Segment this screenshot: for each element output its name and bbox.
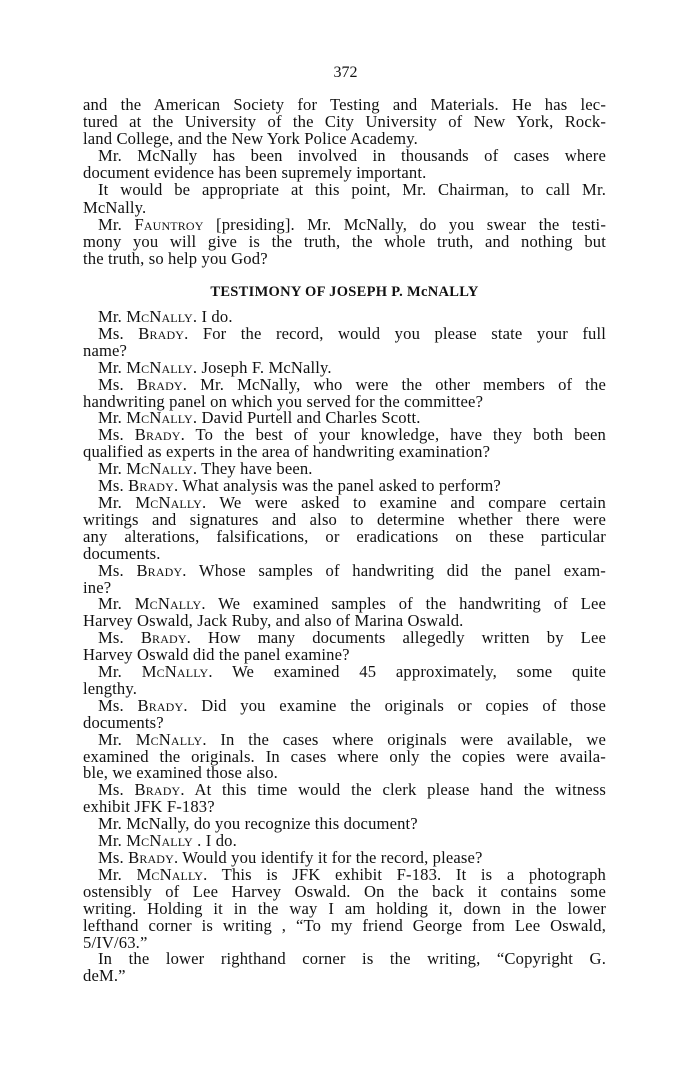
speaker-paragraph (83, 782, 606, 816)
speaker-name: Brady (134, 425, 181, 445)
speaker-name: McNally (135, 729, 203, 749)
text-line: mony you will give is the truth, the whole truth, and nothing but (83, 231, 606, 251)
line-text: . Joseph F. McNally. (192, 357, 332, 377)
paragraph (83, 96, 606, 147)
speaker-title: Ms. (98, 560, 137, 580)
speaker-title: Mr. (98, 357, 127, 377)
text-line: tured at the University of the City University of New York, Rock- (83, 112, 606, 132)
text-line (83, 374, 607, 394)
speaker-name: Brady (136, 374, 183, 394)
speaker-name: Brady (138, 323, 185, 343)
speaker-paragraph (83, 864, 606, 952)
speaker-name: McNally (126, 357, 193, 377)
line-text: . Would you identify it for the record, please? (173, 848, 483, 867)
speaker-title: Ms. (98, 323, 139, 343)
speaker-name: McNally (136, 864, 204, 884)
speaker-title: Mr. (98, 864, 137, 884)
line-text: . We were asked to examine and compare certain (201, 492, 606, 512)
line-text: . Mr. McNally, who were the other members of the (182, 374, 607, 394)
speaker-name: McNally (126, 459, 193, 479)
line-text: . We examined 45 approximately, some quite (208, 662, 606, 682)
text-line: Mr. McNally, do you recognize this document? (98, 814, 418, 834)
text-line: examined the originals. In cases where only the copies were availa- (83, 746, 606, 766)
speaker-title: Ms. (98, 695, 138, 715)
text-line (83, 216, 606, 233)
text-line: qualified as experts in the area of handwriting examination? (83, 442, 491, 462)
line-text: . This is JFK exhibit F-183. It is a photograph (203, 864, 606, 884)
speaker-name: Brady (128, 476, 174, 496)
line-text: . At this time would the clerk please hand the witness (180, 780, 607, 800)
text-line: handwriting panel on which you served for the committee? (83, 391, 484, 411)
speaker-name: Brady (128, 848, 174, 867)
text-line: deM.” (83, 966, 126, 986)
intro-text (83, 96, 606, 267)
testimony-text (83, 309, 606, 985)
line-text: . David Purtell and Charles Scott. (192, 408, 421, 428)
speaker-name: Brady (137, 695, 184, 715)
speaker-title: Mr. (98, 831, 127, 851)
line-text: . We examined samples of the handwriting of Lee (201, 594, 606, 614)
text-line (83, 664, 606, 681)
line-text: . For the record, would you please state your full (184, 323, 606, 343)
speaker-name: Brady (134, 780, 181, 800)
paragraph (83, 147, 606, 181)
speaker-paragraph (83, 427, 606, 461)
speaker-title: Mr. (98, 408, 127, 428)
speaker-name: McNally (126, 408, 193, 428)
text-line: land College, and the New York Police Academy. (83, 129, 418, 149)
text-line: writing. Holding it in the way I am holding it, down in the lower (83, 898, 606, 918)
text-line: 5/IV/63.” (83, 932, 148, 952)
speaker-paragraph (83, 323, 606, 360)
text-line: documents. (83, 543, 161, 563)
line-text: . In the cases where originals were available, we (202, 729, 606, 749)
speaker-paragraph (83, 492, 606, 563)
line-text: [presiding]. Mr. McNally, do you swear the testi- (203, 214, 606, 234)
speaker-name: Brady (136, 560, 183, 580)
text-line: any alterations, falsifications, or eradications on these particular (83, 526, 606, 546)
speaker-paragraph (83, 664, 606, 698)
text-line: It would be appropriate at this point, Mr. Chairman, to call Mr. (98, 180, 606, 200)
page-number: 372 (333, 64, 358, 81)
line-text: . Whose samples of handwriting did the panel exam- (182, 560, 606, 580)
text-line: writings and signatures and also to determine whether there were (83, 509, 606, 529)
speaker-title: Ms. (98, 780, 135, 800)
line-text: . Did you examine the originals or copies of those (183, 695, 606, 715)
speaker-title: Ms. (98, 425, 135, 445)
text-line: ostensibly of Lee Harvey Oswald. On the back it contains some (83, 881, 606, 901)
speaker-title: Mr. (98, 492, 136, 512)
paragraph (83, 951, 606, 985)
speaker-paragraph (83, 596, 606, 630)
line-text: . They have been. (192, 459, 313, 479)
speaker-name: McNally (134, 594, 202, 614)
speaker-name: McNally (141, 662, 209, 682)
text-line: Harvey Oswald, Jack Ruby, and also of Marina Oswald. (83, 611, 464, 631)
line-text: . How many documents allegedly written by Lee (186, 628, 606, 648)
text-line: McNally. (83, 197, 147, 217)
text-line (83, 560, 606, 580)
speaker-paragraph (83, 729, 606, 783)
line-text: . I do. (192, 307, 233, 326)
speaker-paragraph (83, 695, 606, 732)
speaker-title: Mr. (98, 594, 135, 614)
paragraph (83, 181, 606, 215)
text-line (83, 323, 606, 343)
speaker-title: Mr. (98, 307, 127, 326)
speaker-name: McNally (135, 492, 202, 512)
text-line: ble, we examined those also. (83, 763, 278, 783)
speaker-name: Fauntroy (134, 214, 204, 234)
speaker-title: Ms. (98, 628, 141, 648)
speaker-title: Mr. (98, 729, 136, 749)
text-line: In the lower righthand corner is the writing, “Copyright G. (98, 949, 606, 969)
speaker-paragraph (83, 216, 606, 267)
speaker-title: Ms. (98, 374, 137, 394)
text-line: and the American Society for Testing and Materials. He has lec- (83, 95, 606, 114)
speaker-title: Ms. (98, 476, 129, 496)
section-heading: TESTIMONY OF JOSEPH P. McNALLY (210, 284, 479, 300)
speaker-name: McNally (126, 307, 193, 326)
speaker-name: McNally (126, 831, 193, 851)
speaker-paragraph (83, 374, 607, 411)
text-line: the truth, so help you God? (83, 248, 268, 268)
text-line: document evidence has been supremely important. (83, 163, 427, 183)
speaker-title: Mr. (98, 662, 142, 682)
speaker-title: Ms. (98, 848, 129, 867)
text-line: documents? (83, 712, 164, 732)
text-line: ine? (83, 577, 112, 597)
line-text: . To the best of your knowledge, have they both been (180, 425, 607, 445)
line-text: . I do. (192, 831, 237, 851)
text-line: lengthy. (83, 678, 138, 698)
text-line: exhibit JFK F-183? (83, 797, 215, 817)
text-line: name? (83, 340, 128, 360)
speaker-paragraph (83, 560, 606, 597)
speaker-title: Mr. (98, 214, 135, 234)
speaker-paragraph (83, 630, 606, 664)
speaker-title: Mr. (98, 459, 127, 479)
text-line: lefthand corner is writing , “To my friend George from Lee Oswald, (83, 915, 606, 935)
text-line: Mr. McNally has been involved in thousands of cases where (98, 146, 606, 166)
speaker-name: Brady (140, 628, 187, 648)
text-line: Harvey Oswald did the panel examine? (83, 645, 350, 665)
line-text: . What analysis was the panel asked to perform? (173, 476, 501, 496)
